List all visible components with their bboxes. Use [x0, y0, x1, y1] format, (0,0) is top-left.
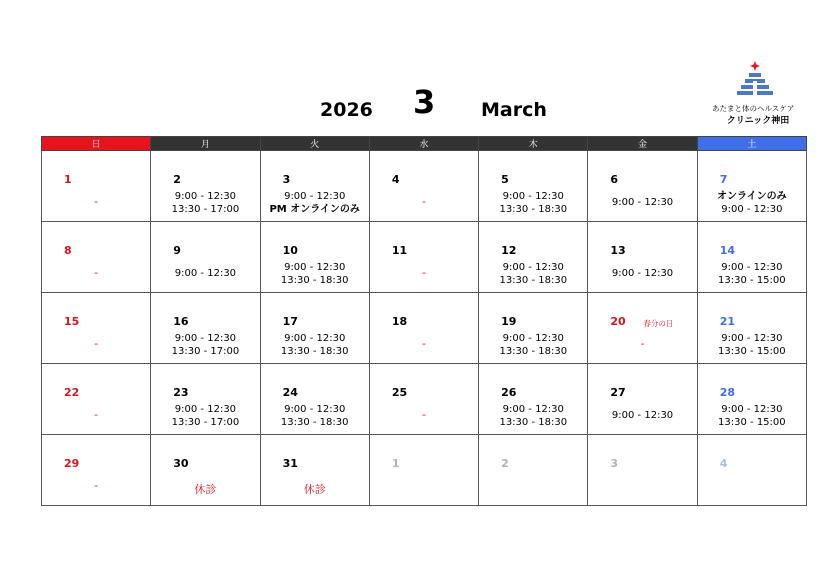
hours — [588, 196, 696, 209]
hours-am: 9:00 - 12:30 — [174, 191, 237, 202]
weekday-sat: 土 — [697, 137, 806, 151]
day-cell — [697, 293, 806, 364]
hours-pm: 13:30 - 18:30 — [280, 417, 349, 428]
hours — [588, 409, 696, 422]
closed-dash: - — [94, 195, 99, 208]
day-cell — [369, 293, 478, 364]
day-cell — [42, 364, 151, 435]
logo-tagline: あたまと体のヘルスケア — [712, 104, 795, 113]
weekday-fri: 金 — [588, 137, 697, 151]
closed-dash: - — [421, 408, 426, 421]
day-number: 21 — [719, 315, 735, 328]
weekday-sun: 日 — [42, 137, 151, 151]
hours-pm: 13:30 - 18:30 — [499, 204, 568, 215]
hours-am: 9:00 - 12:30 — [721, 262, 783, 273]
day-cell — [369, 435, 478, 506]
day-cell — [479, 364, 588, 435]
hours-am: 9:00 - 12:30 — [174, 404, 237, 415]
day-cell — [151, 293, 260, 364]
day-cell — [42, 151, 151, 222]
hours — [261, 190, 369, 216]
day-cell — [42, 293, 151, 364]
weekday-thu: 木 — [479, 137, 588, 151]
closed-dash: - — [94, 266, 99, 279]
weekday-wed: 水 — [369, 137, 478, 151]
closed-dash: - — [421, 195, 426, 208]
hours — [151, 332, 259, 358]
hours-am: 9:00 - 12:30 — [174, 333, 237, 344]
hours — [479, 332, 587, 358]
day-cell — [369, 364, 478, 435]
day-number: 16 — [173, 315, 189, 328]
day-cell — [697, 435, 806, 506]
hours-pm: 13:30 - 18:30 — [499, 275, 568, 286]
day-number: 3 — [282, 173, 291, 186]
hours — [479, 261, 587, 287]
day-number: 30 — [173, 457, 189, 470]
hours-pm: 13:30 - 17:00 — [171, 346, 240, 357]
hours — [261, 332, 369, 358]
next-month-day-number: 4 — [719, 457, 728, 470]
hours-am: 9:00 - 12:30 — [502, 404, 564, 415]
day-number: 31 — [282, 457, 298, 470]
weekday-mon: 月 — [151, 137, 260, 151]
hours-pm: 13:30 - 18:30 — [499, 417, 568, 428]
hours-am: 9:00 - 12:30 — [721, 204, 783, 215]
day-number: 1 — [64, 173, 72, 186]
next-month-day-number: 3 — [610, 457, 619, 470]
closed-dash: - — [640, 337, 645, 350]
hours — [698, 261, 806, 287]
closed-label: 休診 — [194, 483, 217, 496]
hours-am: 9:00 - 12:30 — [611, 268, 674, 279]
closed-dash: - — [94, 479, 99, 492]
closed-dash: - — [94, 337, 99, 350]
day-cell — [479, 151, 588, 222]
day-number: 14 — [719, 244, 735, 257]
day-number: 10 — [282, 244, 298, 257]
hours-am: 9:00 - 12:30 — [174, 268, 237, 279]
day-cell — [588, 293, 697, 364]
hours-pm: 13:30 - 17:00 — [171, 417, 240, 428]
closed-dash: - — [421, 266, 426, 279]
calendar-grid — [41, 136, 807, 506]
day-number: 4 — [391, 173, 400, 186]
day-cell — [588, 222, 697, 293]
next-month-day-number: 2 — [501, 457, 509, 470]
hours-pm: 13:30 - 18:30 — [280, 346, 349, 357]
day-cell — [588, 364, 697, 435]
day-number: 5 — [501, 173, 509, 186]
hours-pm: 13:30 - 18:30 — [499, 346, 568, 357]
closed-dash: - — [421, 337, 426, 350]
hours — [151, 403, 259, 429]
day-number: 18 — [391, 315, 408, 328]
day-number: 29 — [64, 457, 80, 470]
hours-pm: 13:30 - 15:00 — [718, 417, 786, 428]
day-cell — [260, 151, 369, 222]
day-number: 9 — [173, 244, 181, 257]
hours — [698, 332, 806, 358]
day-cell — [479, 222, 588, 293]
day-number: 24 — [282, 386, 298, 399]
hours — [479, 190, 587, 216]
day-cell — [588, 151, 697, 222]
day-cell — [260, 364, 369, 435]
day-cell — [479, 435, 588, 506]
hours-pm: 13:30 - 17:00 — [171, 204, 240, 215]
week-row — [42, 222, 807, 293]
hours-am: 9:00 - 12:30 — [502, 333, 564, 344]
hours-am: 9:00 - 12:30 — [284, 262, 346, 273]
day-cell — [369, 222, 478, 293]
clinic-logo — [712, 60, 818, 128]
day-number: 2 — [173, 173, 181, 186]
hours-pm: 13:30 - 15:00 — [718, 275, 786, 286]
hours-am: 9:00 - 12:30 — [284, 191, 346, 202]
day-number: 26 — [501, 386, 517, 399]
day-cell — [42, 222, 151, 293]
hours — [151, 190, 259, 216]
day-number: 28 — [719, 386, 735, 399]
week-row — [42, 293, 807, 364]
day-number: 20 — [610, 315, 626, 328]
hours-am: 9:00 - 12:30 — [721, 333, 783, 344]
hours — [151, 267, 259, 280]
weekday-header-row — [42, 137, 807, 151]
logo-clinic-name: クリニック神田 — [726, 116, 790, 126]
hours-am: 9:00 - 12:30 — [502, 262, 564, 273]
hours-pm: 13:30 - 15:00 — [718, 346, 786, 357]
week-row — [42, 435, 807, 506]
weekday-tue: 火 — [260, 137, 369, 151]
hours-online-only: オンラインのみ — [716, 191, 787, 202]
hours-pm-online: PM オンラインのみ — [269, 204, 360, 215]
day-number: 17 — [282, 315, 298, 328]
week-row — [42, 151, 807, 222]
hours — [479, 403, 587, 429]
day-cell — [260, 293, 369, 364]
next-month-day-number: 1 — [391, 457, 400, 470]
hours-am: 9:00 - 12:30 — [611, 410, 674, 421]
day-number: 8 — [64, 244, 72, 257]
building-logo-icon — [736, 60, 786, 102]
day-number: 6 — [610, 173, 619, 186]
day-cell — [369, 151, 478, 222]
day-number: 25 — [391, 386, 408, 399]
day-cell — [151, 151, 260, 222]
day-number: 13 — [610, 244, 626, 257]
hours — [698, 403, 806, 429]
day-cell — [588, 435, 697, 506]
hours-am: 9:00 - 12:30 — [611, 197, 674, 208]
day-cell — [697, 151, 806, 222]
day-cell — [697, 364, 806, 435]
holiday-label: 春分の日 — [643, 319, 674, 328]
hours-am: 9:00 - 12:30 — [284, 333, 346, 344]
hours-am: 9:00 - 12:30 — [284, 404, 346, 415]
year-label: 2026 — [320, 99, 373, 121]
week-row — [42, 364, 807, 435]
closed-label: 休診 — [303, 483, 326, 496]
day-number: 19 — [501, 315, 517, 328]
hours — [261, 261, 369, 287]
day-number: 27 — [610, 386, 626, 399]
day-number: 12 — [501, 244, 517, 257]
day-cell — [479, 293, 588, 364]
hours — [588, 267, 696, 280]
month-name: March — [481, 99, 547, 121]
day-cell — [151, 222, 260, 293]
hours — [698, 190, 806, 216]
day-number: 15 — [64, 315, 80, 328]
closed-dash: - — [94, 408, 99, 421]
day-cell — [42, 435, 151, 506]
hours — [261, 403, 369, 429]
day-number: 11 — [391, 244, 408, 257]
month-number: 3 — [413, 83, 436, 121]
day-number: 23 — [173, 386, 189, 399]
day-cell — [260, 222, 369, 293]
day-cell — [697, 222, 806, 293]
hours-am: 9:00 - 12:30 — [502, 191, 564, 202]
hours-am: 9:00 - 12:30 — [721, 404, 783, 415]
day-cell — [151, 364, 260, 435]
day-number: 7 — [719, 173, 728, 186]
day-cell — [151, 435, 260, 506]
day-cell — [260, 435, 369, 506]
day-number: 22 — [64, 386, 80, 399]
hours-pm: 13:30 - 18:30 — [280, 275, 349, 286]
